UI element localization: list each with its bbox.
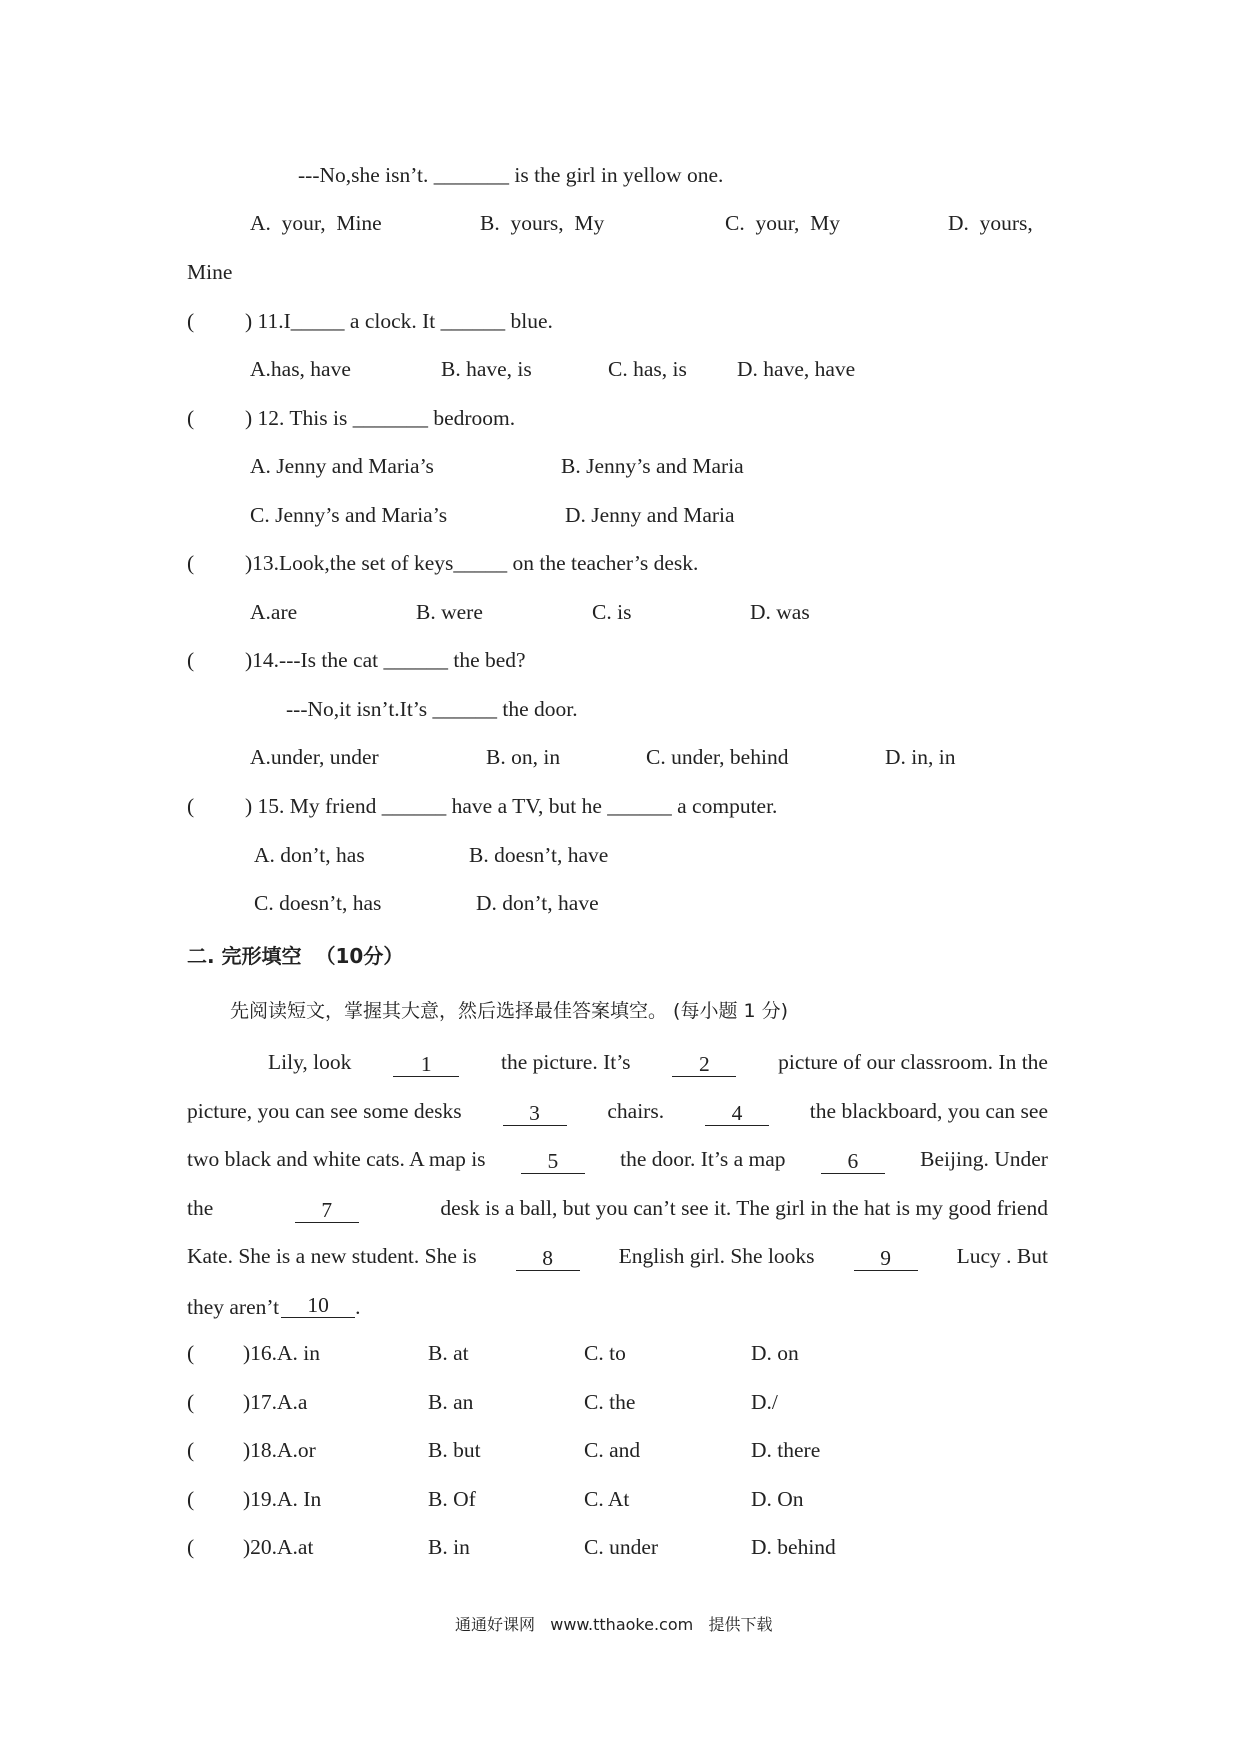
passage-text: Kate. She is a new student. She is xyxy=(187,1244,477,1268)
q14-option-c: C. under, behind xyxy=(646,745,789,769)
q10-option-c: C. your, My xyxy=(725,211,841,235)
q14-paren: ( xyxy=(187,648,195,672)
q20-option-b: B. in xyxy=(428,1535,470,1559)
q15-stem: ) 15. My friend ______ have a TV, but he ______ a computer. xyxy=(245,794,778,818)
passage-line-5 xyxy=(187,1246,1048,1271)
blank-6: 6 xyxy=(821,1149,885,1174)
passage-line-2 xyxy=(187,1101,1048,1126)
passage-line-6 xyxy=(187,1295,361,1320)
q11-paren: ( xyxy=(187,309,195,333)
passage-text: chairs. xyxy=(607,1099,665,1123)
q17-option-b: B. an xyxy=(428,1390,474,1414)
q18-option-d: D. there xyxy=(751,1438,821,1462)
passage-text: the xyxy=(187,1196,214,1220)
q13-option-b: B. were xyxy=(416,600,483,624)
q13-option-c: C. is xyxy=(592,600,632,624)
passage-text: two black and white cats. A map is xyxy=(187,1147,486,1171)
passage-text: Lily, look xyxy=(268,1050,352,1074)
q15-option-d: D. don’t, have xyxy=(476,891,599,915)
q10-option-d-wrap: Mine xyxy=(187,260,233,284)
section-instruction: 先阅读短文，掌握其大意，然后选择最佳答案填空。 (每小题 1 分) xyxy=(230,1000,789,1022)
q10-option-a: A. your, Mine xyxy=(250,211,382,235)
q16-option-c: C. to xyxy=(584,1341,626,1365)
q12-stem: ) 12. This is _______ bedroom. xyxy=(245,406,516,430)
q12-option-c: C. Jenny’s and Maria’s xyxy=(250,503,448,527)
q20-option-c: C. under xyxy=(584,1535,659,1559)
q17-paren: ( xyxy=(187,1390,195,1414)
passage-line-1 xyxy=(268,1052,1048,1077)
q20-paren: ( xyxy=(187,1535,195,1559)
q18-paren: ( xyxy=(187,1438,195,1462)
passage-text: . xyxy=(355,1295,361,1319)
q19-paren: ( xyxy=(187,1487,195,1511)
q16-option-b: B. at xyxy=(428,1341,469,1365)
blank-10: 10 xyxy=(281,1293,355,1318)
q15-paren: ( xyxy=(187,794,195,818)
q14-stem: )14.---Is the cat ______ the bed? xyxy=(245,648,526,672)
q15-option-c: C. doesn’t, has xyxy=(254,891,382,915)
passage-text: Beijing. Under xyxy=(920,1147,1048,1171)
q12-option-d: D. Jenny and Maria xyxy=(565,503,735,527)
q18-option-a: )18.A.or xyxy=(243,1438,316,1462)
q11-option-b: B. have, is xyxy=(441,357,532,381)
q11-option-d: D. have, have xyxy=(737,357,856,381)
q11-stem: ) 11.I_____ a clock. It ______ blue. xyxy=(245,309,553,333)
passage-text: English girl. She looks xyxy=(618,1244,815,1268)
q11-option-c: C. has, is xyxy=(608,357,687,381)
q11-option-a: A.has, have xyxy=(250,357,351,381)
passage-text: picture, you can see some desks xyxy=(187,1099,462,1123)
q14-reply: ---No,it isn’t.It’s ______ the door. xyxy=(286,697,578,721)
blank-7: 7 xyxy=(295,1198,359,1223)
q19-option-c: C. At xyxy=(584,1487,630,1511)
q10-option-d: D. yours, xyxy=(948,211,1033,235)
section-title: 二. 完形填空 （10分） xyxy=(187,944,404,968)
blank-5: 5 xyxy=(521,1149,585,1174)
q12-option-b: B. Jenny’s and Maria xyxy=(561,454,744,478)
passage-text: the blackboard, you can see xyxy=(809,1099,1048,1123)
q17-option-c: C. the xyxy=(584,1390,636,1414)
blank-3: 3 xyxy=(503,1101,567,1126)
q17-option-d: D./ xyxy=(751,1390,778,1414)
q20-option-d: D. behind xyxy=(751,1535,836,1559)
page-footer: 通通好课网 www.tthaoke.com 提供下载 xyxy=(455,1615,773,1634)
q15-option-a: A. don’t, has xyxy=(254,843,365,867)
q19-option-a: )19.A. In xyxy=(243,1487,322,1511)
q15-option-b: B. doesn’t, have xyxy=(469,843,609,867)
q20-option-a: )20.A.at xyxy=(243,1535,314,1559)
passage-text: desk is a ball, but you can’t see it. The girl in the hat is my good friend xyxy=(440,1196,1048,1220)
q18-option-c: C. and xyxy=(584,1438,641,1462)
q13-stem: )13.Look,the set of keys_____ on the teacher’s desk. xyxy=(245,551,699,575)
q16-paren: ( xyxy=(187,1341,195,1365)
q19-option-b: B. Of xyxy=(428,1487,476,1511)
q12-option-a: A. Jenny and Maria’s xyxy=(250,454,434,478)
q13-option-d: D. was xyxy=(750,600,810,624)
q14-option-a: A.under, under xyxy=(250,745,379,769)
q10-reply: ---No,she isn’t. _______ is the girl in yellow one. xyxy=(298,163,724,187)
passage-text: the door. It’s a map xyxy=(620,1147,786,1171)
q18-option-b: B. but xyxy=(428,1438,481,1462)
q13-option-a: A.are xyxy=(250,600,298,624)
blank-4: 4 xyxy=(705,1101,769,1126)
q13-paren: ( xyxy=(187,551,195,575)
q16-option-d: D. on xyxy=(751,1341,799,1365)
passage-line-4 xyxy=(187,1198,1048,1223)
q19-option-d: D. On xyxy=(751,1487,804,1511)
q14-option-d: D. in, in xyxy=(885,745,956,769)
q17-option-a: )17.A.a xyxy=(243,1390,308,1414)
q10-option-b: B. yours, My xyxy=(480,211,605,235)
q16-option-a: )16.A. in xyxy=(243,1341,321,1365)
blank-9: 9 xyxy=(854,1246,918,1271)
passage-line-3 xyxy=(187,1149,1048,1174)
blank-2: 2 xyxy=(672,1052,736,1077)
passage-text: the picture. It’s xyxy=(500,1050,631,1074)
passage-text: Lucy . But xyxy=(956,1244,1048,1268)
q14-option-b: B. on, in xyxy=(486,745,561,769)
blank-8: 8 xyxy=(516,1246,580,1271)
q12-paren: ( xyxy=(187,406,195,430)
passage-text: picture of our classroom. In the xyxy=(778,1050,1048,1074)
passage-text: they aren’t xyxy=(187,1295,280,1319)
blank-1: 1 xyxy=(393,1052,459,1077)
